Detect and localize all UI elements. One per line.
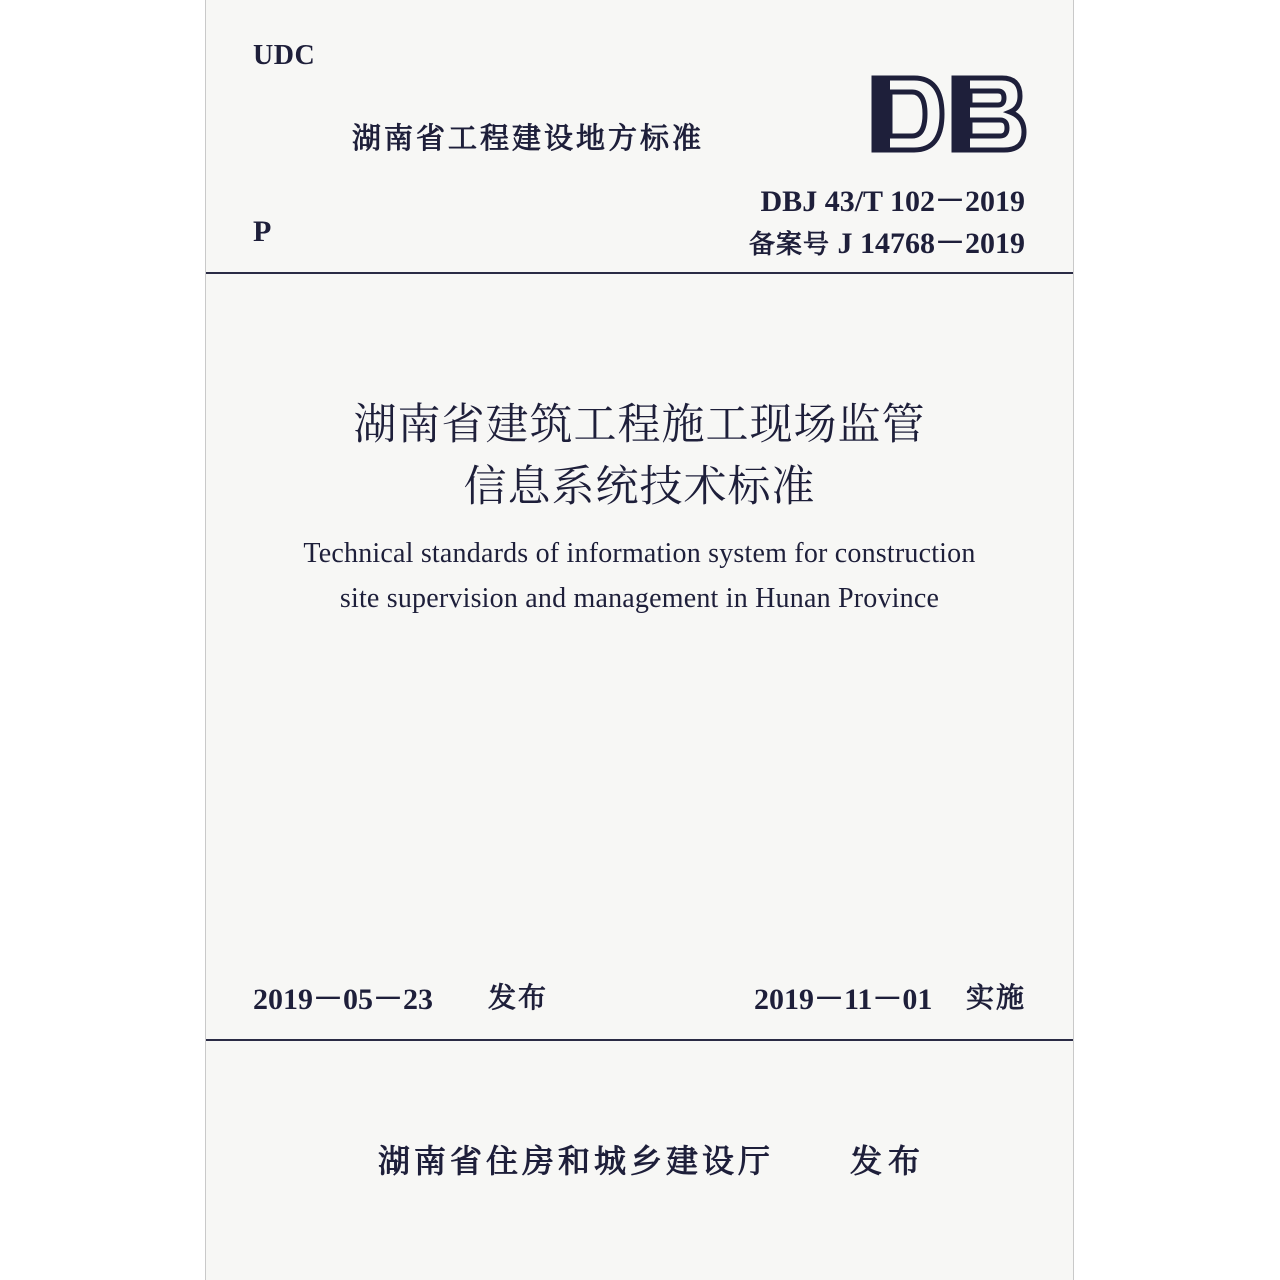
standard-number: DBJ 43/T 102－2019: [760, 185, 1025, 218]
bottom-divider: [206, 1039, 1073, 1041]
title-en-line-2: site supervision and management in Hunan Province: [339, 583, 940, 614]
title-cn-line-1: 湖南省建筑工程施工现场监管: [353, 402, 926, 449]
classification-code: P: [253, 215, 272, 248]
publish-label: 发布: [488, 981, 549, 1014]
record-label: 备案号: [748, 230, 830, 260]
title-en-line-1: Technical standards of information system for construction: [303, 538, 976, 569]
issuing-authority: 湖南省住房和城乡建设厅: [378, 1142, 775, 1180]
standard-category: 湖南省工程建设地方标准: [352, 121, 705, 155]
issuer-publish-label: 发布: [850, 1142, 927, 1180]
publish-date: 2019－05－23: [253, 983, 433, 1016]
implement-date: 2019－11－01: [754, 983, 933, 1016]
top-divider: [206, 272, 1073, 274]
record-number-line: [749, 218, 1025, 262]
record-number: J 14768－2019: [837, 227, 1025, 260]
db-logo: [868, 72, 1028, 156]
implement-label: 实施: [966, 981, 1027, 1014]
title-cn-line-2: 信息系统技术标准: [463, 464, 816, 511]
udc-label: UDC: [253, 40, 316, 71]
standard-cover: [205, 0, 1074, 1280]
